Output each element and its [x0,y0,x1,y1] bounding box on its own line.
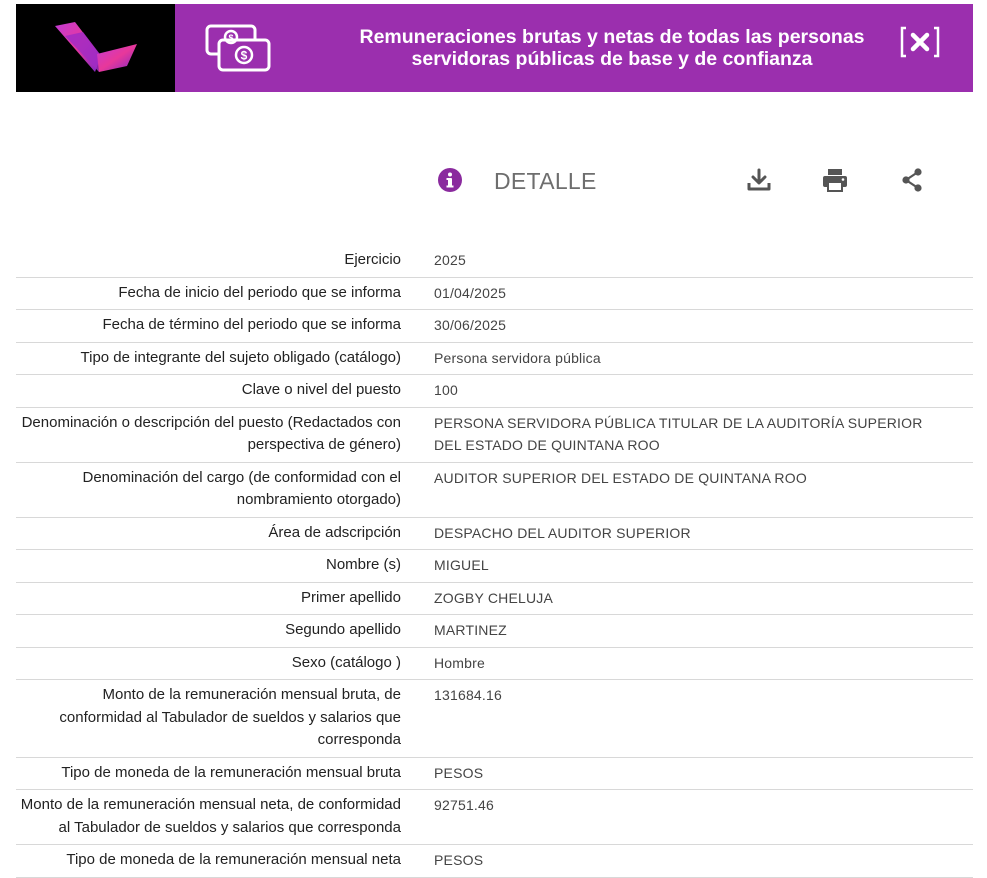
detail-row [16,463,973,518]
detail-row-label: Área de adscripción [268,523,401,541]
detail-row-value: Hombre [434,654,485,671]
detail-row-value: Persona servidora pública [434,349,601,366]
close-icon [900,26,940,58]
detail-row-value: 131684.16 [434,687,502,703]
page-title-line-2: servidoras públicas de base y de confianza [411,48,813,70]
share-icon [898,167,926,193]
detail-row-label: Clave o nivel del puesto [241,381,401,398]
close-button[interactable] [900,26,940,58]
detail-table [16,245,973,878]
detail-row-value: DESPACHO DEL AUDITOR SUPERIOR [434,524,691,541]
brand-logo-icon [53,22,139,74]
detail-row-value: 30/06/2025 [434,317,507,333]
detail-row-value: 2025 [434,252,466,268]
detail-row-value: PESOS [434,764,484,781]
detail-row [16,648,973,681]
detail-row [16,518,973,551]
money-bills-icon [205,22,271,74]
detail-row [16,845,973,878]
detail-row-value: AUDITOR SUPERIOR DEL ESTADO DE QUINTANA ROO [434,469,807,486]
detail-row [16,343,973,376]
detail-row-label: Segundo apellido [285,621,401,638]
share-button[interactable] [898,167,926,193]
download-icon [745,167,773,193]
detail-title: DETALLE [494,168,597,194]
detail-toolbar [0,160,987,200]
detail-row [16,615,973,648]
detail-row-label: Primer apellido [300,588,401,606]
detail-row [16,278,973,311]
download-button[interactable] [745,167,773,193]
detail-row-label: Denominación o descripción del puesto (Redactados con perspectiva de género) [21,413,401,453]
detail-row-value: PERSONA SERVIDORA PÚBLICA TITULAR DE LA AUDITORÍA SUPERIOR DEL ESTADO DE QUINTANA ROO [434,414,923,453]
detail-row-value: PESOS [434,852,484,868]
print-icon [821,167,849,193]
detail-row-label: Fecha de inicio del periodo que se informa [118,283,401,301]
detail-row [16,310,973,343]
svg-text:$: $ [240,48,248,63]
svg-text:$: $ [228,33,234,43]
detail-row [16,583,973,616]
detail-row-label: Tipo de integrante del sujeto obligado (catálogo) [80,348,401,366]
detail-row-label: Tipo de moneda de la remuneración mensual bruta [61,763,401,781]
detail-row-value: 92751.46 [434,797,494,813]
detail-row [16,408,973,463]
detail-row-label: Ejercicio [344,251,401,268]
logo-container [16,4,175,92]
detail-row-label: Nombre (s) [325,556,401,573]
detail-row-label: Denominación del cargo (de conformidad con el nombramiento otorgado) [82,468,401,508]
detail-row [16,550,973,583]
detail-row-value: MARTINEZ [434,622,507,638]
info-icon[interactable] [437,167,463,193]
header-banner [16,4,973,92]
detail-row [16,680,973,758]
detail-row-label: Monto de la remuneración mensual neta, de conformidad al Tabulador de sueldos y salarios que corresponda [20,796,401,836]
detail-row-value: ZOGBY CHELUJA [434,589,554,606]
detail-row-label: Tipo de moneda de la remuneración mensual neta [66,851,401,868]
detail-row [16,245,973,278]
page-title [281,26,973,70]
print-button[interactable] [821,167,849,193]
detail-row-value: MIGUEL [434,557,489,573]
detail-row-label: Monto de la remuneración mensual bruta, de conformidad al Tabulador de sueldos y salarios que corresponda [59,686,401,748]
detail-row-value: 01/04/2025 [434,284,507,301]
detail-row [16,375,973,408]
detail-row [16,790,973,845]
detail-row-value: 100 [434,382,458,398]
detail-row-label: Sexo (catálogo ) [291,653,401,671]
detail-row-label: Fecha de término del periodo que se informa [102,316,401,333]
detail-row [16,758,973,791]
page-title-line-1: Remuneraciones brutas y netas de todas las personas [359,26,865,48]
